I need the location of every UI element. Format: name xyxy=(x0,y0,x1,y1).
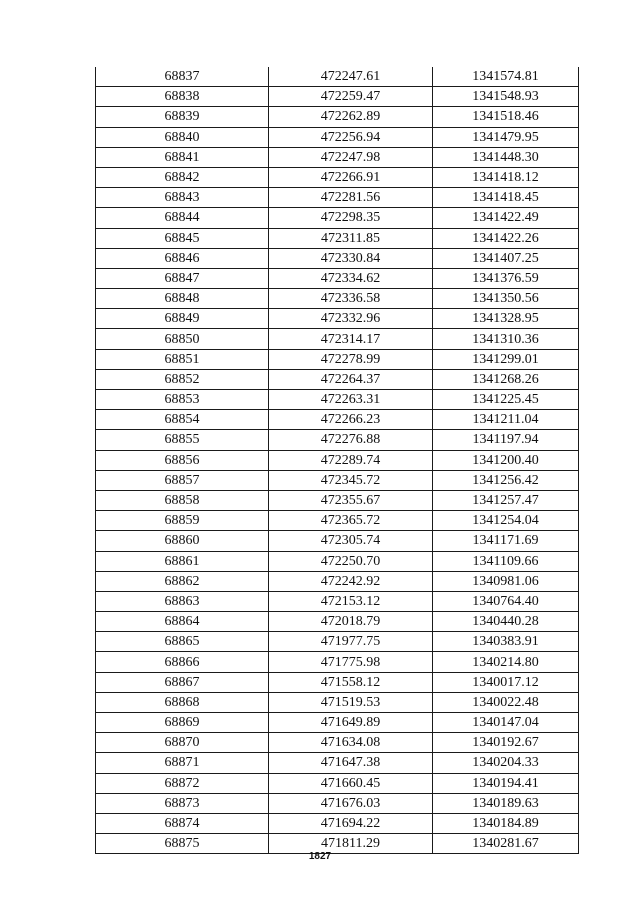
y-coordinate-cell: 1341254.04 xyxy=(433,511,579,531)
table-row xyxy=(96,390,579,410)
coordinate-table xyxy=(95,67,579,854)
point-id-cell: 68858 xyxy=(96,490,269,510)
x-coordinate-cell: 472256.94 xyxy=(269,127,433,147)
table-row xyxy=(96,309,579,329)
point-id-cell: 68868 xyxy=(96,692,269,712)
table-row xyxy=(96,612,579,632)
y-coordinate-cell: 1340981.06 xyxy=(433,571,579,591)
point-id-cell: 68850 xyxy=(96,329,269,349)
x-coordinate-cell: 472289.74 xyxy=(269,450,433,470)
y-coordinate-cell: 1341479.95 xyxy=(433,127,579,147)
point-id-cell: 68841 xyxy=(96,147,269,167)
point-id-cell: 68837 xyxy=(96,67,269,87)
table-row xyxy=(96,167,579,187)
point-id-cell: 68875 xyxy=(96,834,269,854)
table-row xyxy=(96,713,579,733)
x-coordinate-cell: 472276.88 xyxy=(269,430,433,450)
table-row xyxy=(96,551,579,571)
x-coordinate-cell: 472247.98 xyxy=(269,147,433,167)
point-id-cell: 68845 xyxy=(96,228,269,248)
table-row xyxy=(96,349,579,369)
table-row xyxy=(96,813,579,833)
y-coordinate-cell: 1340022.48 xyxy=(433,692,579,712)
table-row xyxy=(96,632,579,652)
x-coordinate-cell: 471558.12 xyxy=(269,672,433,692)
x-coordinate-cell: 472332.96 xyxy=(269,309,433,329)
point-id-cell: 68867 xyxy=(96,672,269,692)
point-id-cell: 68844 xyxy=(96,208,269,228)
y-coordinate-cell: 1341518.46 xyxy=(433,107,579,127)
point-id-cell: 68852 xyxy=(96,369,269,389)
y-coordinate-cell: 1340281.67 xyxy=(433,834,579,854)
table-row xyxy=(96,268,579,288)
point-id-cell: 68849 xyxy=(96,309,269,329)
y-coordinate-cell: 1341171.69 xyxy=(433,531,579,551)
point-id-cell: 68869 xyxy=(96,713,269,733)
point-id-cell: 68854 xyxy=(96,410,269,430)
y-coordinate-cell: 1341350.56 xyxy=(433,289,579,309)
y-coordinate-cell: 1341197.94 xyxy=(433,430,579,450)
coordinate-table-body xyxy=(96,67,579,854)
y-coordinate-cell: 1341310.36 xyxy=(433,329,579,349)
y-coordinate-cell: 1341422.49 xyxy=(433,208,579,228)
table-row xyxy=(96,410,579,430)
point-id-cell: 68856 xyxy=(96,450,269,470)
point-id-cell: 68866 xyxy=(96,652,269,672)
table-row xyxy=(96,773,579,793)
point-id-cell: 68865 xyxy=(96,632,269,652)
point-id-cell: 68862 xyxy=(96,571,269,591)
table-row xyxy=(96,531,579,551)
point-id-cell: 68839 xyxy=(96,107,269,127)
point-id-cell: 68857 xyxy=(96,470,269,490)
table-row xyxy=(96,369,579,389)
table-row xyxy=(96,67,579,87)
x-coordinate-cell: 472298.35 xyxy=(269,208,433,228)
point-id-cell: 68870 xyxy=(96,733,269,753)
x-coordinate-cell: 471519.53 xyxy=(269,692,433,712)
x-coordinate-cell: 471660.45 xyxy=(269,773,433,793)
y-coordinate-cell: 1340764.40 xyxy=(433,591,579,611)
y-coordinate-cell: 1341418.45 xyxy=(433,188,579,208)
point-id-cell: 68859 xyxy=(96,511,269,531)
table-row xyxy=(96,107,579,127)
x-coordinate-cell: 472262.89 xyxy=(269,107,433,127)
table-row xyxy=(96,490,579,510)
x-coordinate-cell: 471676.03 xyxy=(269,793,433,813)
x-coordinate-cell: 472330.84 xyxy=(269,248,433,268)
x-coordinate-cell: 471647.38 xyxy=(269,753,433,773)
y-coordinate-cell: 1341256.42 xyxy=(433,470,579,490)
point-id-cell: 68838 xyxy=(96,87,269,107)
point-id-cell: 68873 xyxy=(96,793,269,813)
x-coordinate-cell: 472278.99 xyxy=(269,349,433,369)
x-coordinate-cell: 472266.91 xyxy=(269,167,433,187)
point-id-cell: 68848 xyxy=(96,289,269,309)
y-coordinate-cell: 1341418.12 xyxy=(433,167,579,187)
y-coordinate-cell: 1341211.04 xyxy=(433,410,579,430)
y-coordinate-cell: 1341407.25 xyxy=(433,248,579,268)
point-id-cell: 68860 xyxy=(96,531,269,551)
x-coordinate-cell: 471811.29 xyxy=(269,834,433,854)
table-row xyxy=(96,289,579,309)
point-id-cell: 68871 xyxy=(96,753,269,773)
x-coordinate-cell: 472018.79 xyxy=(269,612,433,632)
x-coordinate-cell: 472365.72 xyxy=(269,511,433,531)
y-coordinate-cell: 1340204.33 xyxy=(433,753,579,773)
x-coordinate-cell: 472242.92 xyxy=(269,571,433,591)
page-number: 1827 xyxy=(308,851,332,862)
point-id-cell: 68842 xyxy=(96,167,269,187)
y-coordinate-cell: 1341225.45 xyxy=(433,390,579,410)
y-coordinate-cell: 1341328.95 xyxy=(433,309,579,329)
y-coordinate-cell: 1341376.59 xyxy=(433,268,579,288)
table-row xyxy=(96,733,579,753)
table-row xyxy=(96,248,579,268)
point-id-cell: 68853 xyxy=(96,390,269,410)
x-coordinate-cell: 472355.67 xyxy=(269,490,433,510)
x-coordinate-cell: 471775.98 xyxy=(269,652,433,672)
y-coordinate-cell: 1340440.28 xyxy=(433,612,579,632)
x-coordinate-cell: 472281.56 xyxy=(269,188,433,208)
point-id-cell: 68846 xyxy=(96,248,269,268)
table-row xyxy=(96,753,579,773)
table-row xyxy=(96,228,579,248)
y-coordinate-cell: 1341299.01 xyxy=(433,349,579,369)
y-coordinate-cell: 1341268.26 xyxy=(433,369,579,389)
point-id-cell: 68864 xyxy=(96,612,269,632)
x-coordinate-cell: 472250.70 xyxy=(269,551,433,571)
table-row xyxy=(96,672,579,692)
y-coordinate-cell: 1340147.04 xyxy=(433,713,579,733)
point-id-cell: 68843 xyxy=(96,188,269,208)
point-id-cell: 68861 xyxy=(96,551,269,571)
table-row xyxy=(96,430,579,450)
point-id-cell: 68840 xyxy=(96,127,269,147)
table-row xyxy=(96,571,579,591)
point-id-cell: 68855 xyxy=(96,430,269,450)
point-id-cell: 68874 xyxy=(96,813,269,833)
point-id-cell: 68872 xyxy=(96,773,269,793)
table-row xyxy=(96,147,579,167)
x-coordinate-cell: 472334.62 xyxy=(269,268,433,288)
table-row xyxy=(96,450,579,470)
table-row xyxy=(96,329,579,349)
x-coordinate-cell: 471634.08 xyxy=(269,733,433,753)
y-coordinate-cell: 1340192.67 xyxy=(433,733,579,753)
x-coordinate-cell: 472305.74 xyxy=(269,531,433,551)
y-coordinate-cell: 1341200.40 xyxy=(433,450,579,470)
x-coordinate-cell: 471694.22 xyxy=(269,813,433,833)
table-row xyxy=(96,127,579,147)
x-coordinate-cell: 472336.58 xyxy=(269,289,433,309)
y-coordinate-cell: 1341109.66 xyxy=(433,551,579,571)
table-row xyxy=(96,793,579,813)
y-coordinate-cell: 1340194.41 xyxy=(433,773,579,793)
y-coordinate-cell: 1341448.30 xyxy=(433,147,579,167)
y-coordinate-cell: 1340214.80 xyxy=(433,652,579,672)
table-row xyxy=(96,591,579,611)
table-row xyxy=(96,470,579,490)
x-coordinate-cell: 472345.72 xyxy=(269,470,433,490)
x-coordinate-cell: 472266.23 xyxy=(269,410,433,430)
table-row xyxy=(96,208,579,228)
y-coordinate-cell: 1341548.93 xyxy=(433,87,579,107)
table-row xyxy=(96,652,579,672)
x-coordinate-cell: 471977.75 xyxy=(269,632,433,652)
point-id-cell: 68863 xyxy=(96,591,269,611)
x-coordinate-cell: 472314.17 xyxy=(269,329,433,349)
table-row xyxy=(96,87,579,107)
y-coordinate-cell: 1341257.47 xyxy=(433,490,579,510)
x-coordinate-cell: 472264.37 xyxy=(269,369,433,389)
y-coordinate-cell: 1341574.81 xyxy=(433,67,579,87)
y-coordinate-cell: 1340184.89 xyxy=(433,813,579,833)
y-coordinate-cell: 1340383.91 xyxy=(433,632,579,652)
x-coordinate-cell: 472247.61 xyxy=(269,67,433,87)
point-id-cell: 68847 xyxy=(96,268,269,288)
table-row xyxy=(96,511,579,531)
point-id-cell: 68851 xyxy=(96,349,269,369)
x-coordinate-cell: 472259.47 xyxy=(269,87,433,107)
y-coordinate-cell: 1340017.12 xyxy=(433,672,579,692)
x-coordinate-cell: 472311.85 xyxy=(269,228,433,248)
y-coordinate-cell: 1340189.63 xyxy=(433,793,579,813)
table-row xyxy=(96,692,579,712)
x-coordinate-cell: 472153.12 xyxy=(269,591,433,611)
y-coordinate-cell: 1341422.26 xyxy=(433,228,579,248)
x-coordinate-cell: 471649.89 xyxy=(269,713,433,733)
x-coordinate-cell: 472263.31 xyxy=(269,390,433,410)
table-row xyxy=(96,188,579,208)
